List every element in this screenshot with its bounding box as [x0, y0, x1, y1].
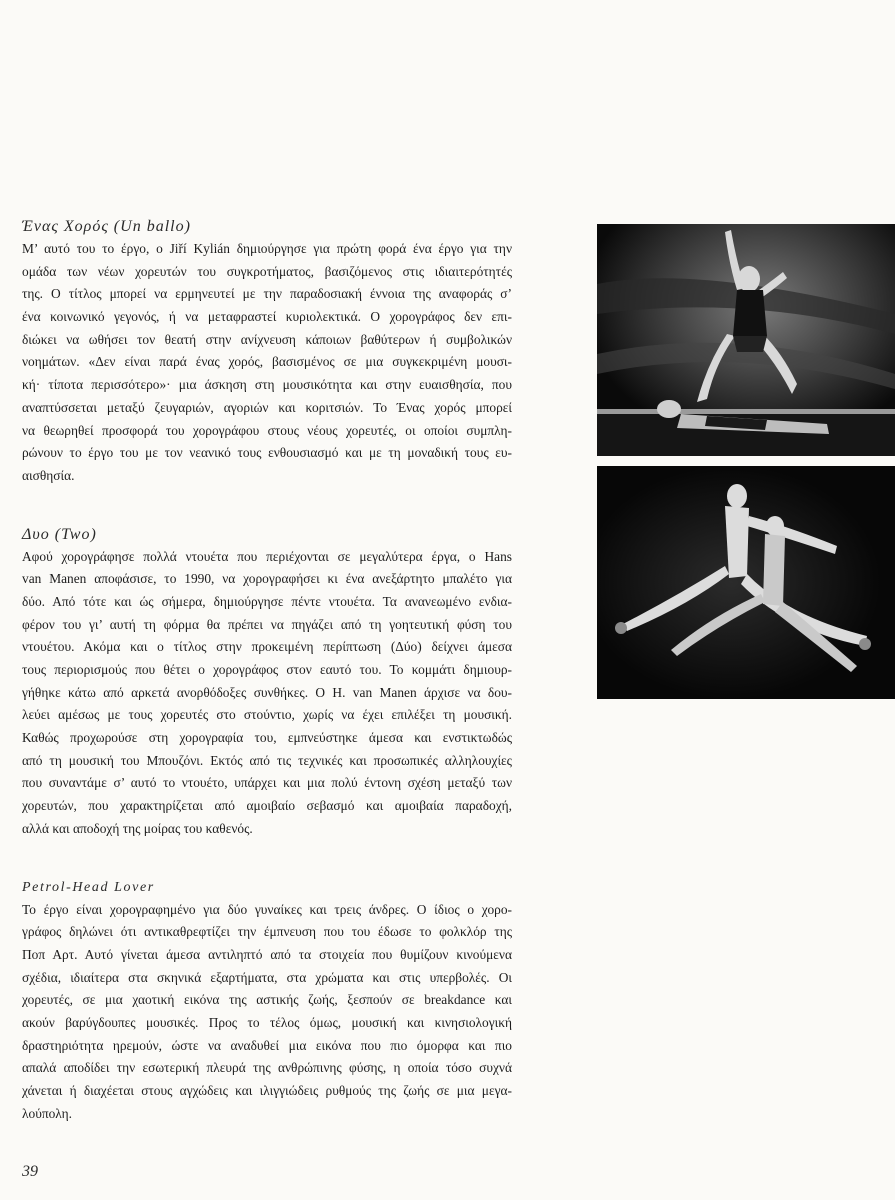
text-line: της. Ο τίτλος μπορεί να ερμηνευτεί με την παραδοσιακή έννοια της αναφοράς σ’ [22, 286, 512, 302]
section-body [22, 899, 512, 1126]
section-heading: Ένας Χορός (Un ballo) [22, 218, 191, 235]
text-line: λούπολη. [22, 1105, 72, 1121]
text-line: Αφού χορογράφησε πολλά ντουέτα που περιέχονται σε μεγαλύτερα έργα, ο Hans [22, 548, 512, 564]
text-line: Καθώς προχωρούσε στη χορογραφία του, εμπνεύστηκε άμεσα και ενστικτωδώς [22, 730, 512, 746]
text-line: αλλά και αποδοχή της μοίρας του καθενός. [22, 820, 253, 836]
text-line: από τη μουσική του Μπουζόνι. Εκτός από τις τεχνικές και προσωπικές αλληλουχίες [22, 752, 512, 768]
text-line: ακούν βαρύγδουπες μουσικές. Προς το τέλος όμως, μουσική και κινησιολογική [22, 1014, 512, 1030]
text-line: κή· τίποτα περισσότερο»· μια άσκηση στη μουσικότητα και στην ευαισθησία, που [22, 377, 512, 393]
page-number: 39 [22, 1163, 38, 1180]
text-line: γήθηκε κάτω από αρκετά ανορθόδοξες συνθήκες. Ο Η. van Manen άρχισε να δου- [22, 684, 512, 700]
text-line: φέρον του γι’ αυτή τη φόρμα θα πρέπει να πηγάζει από τη γοητευτική φύση του [22, 616, 512, 632]
text-line: van Manen αποφάσισε, το 1990, να χορογραφήσει κι ένα ανεξάρτητο μπαλέτο για [22, 571, 512, 587]
text-line: λεύει αμέσως με τους χορευτές στο στούντιο, χωρίς να έχει επιλέξει τη μουσική. [22, 707, 512, 723]
dancer-photo-two [597, 466, 895, 699]
text-line: ένα κοινωνικό γεγονός, ή να μεταφραστεί κυριολεκτικά. Ο χορογράφος δεν επι- [22, 309, 512, 325]
text-line: Ποπ Αρτ. Αυτό γίνεται άμεσα αντιληπτό από τα στοιχεία που θυμίζουν κινούμενα [22, 946, 512, 962]
text-line: απαλά αποδίδει την εσωτερική πλευρά της ανθρώπινης φύσης, η οποία τόσο συχνά [22, 1060, 512, 1076]
text-line: ομάδα των νέων χορευτών του συγκροτήματος, βασιζόμενος στις ιδιαιτερότητές [22, 263, 512, 279]
text-line: που συναντάμε σ’ αυτό το ντουέτο, υπάρχει και μια πολύ έντονη σχέση μεταξύ των [22, 775, 512, 791]
section-heading: Petrol-Head Lover [22, 879, 155, 895]
text-line: δραστηριότητα ηρεμούν, ώστε να αναδυθεί μια εικόνα που πιο όμορφα και πιο [22, 1037, 512, 1053]
dancer-photo-un-ballo [597, 224, 895, 456]
text-line: διώκει να ωθήσει τον θεατή στην ανίχνευση κάποιων βαθύτερων ή συμβολικών [22, 331, 512, 347]
section-petrol-head-lover [22, 877, 512, 1126]
section-body [22, 546, 512, 841]
text-line: Μ’ αυτό του το έργο, ο Jiří Kylián δημιούργησε για πρώτη φορά ένα έργο για την [22, 241, 512, 256]
text-line: χορευτών, που χαρακτηρίζεται από αμοιβαίο σεβασμό και αμοιβαία παραδοχή, [22, 798, 512, 814]
text-line: σχέδια, ιδιαίτερα στα σκηνικά εξαρτήματα, στα χρώματα και στις υπερβολές. Οι [22, 969, 512, 985]
text-line: δύο. Από τότε και ώς σήμερα, δημιούργησε πέντε ντουέτα. Τα ανανεωμένο ενδια- [22, 593, 512, 609]
text-line: γράφος δηλώνει ότι αντικαθρεφτίζει την έμπνευση που του έδωσε το φολκλόρ της [22, 924, 512, 940]
section-heading: Δυο (Two) [22, 525, 97, 543]
section-un-ballo [22, 216, 512, 488]
section-two [22, 524, 512, 841]
text-line: νοημάτων. «Δεν είναι παρά ένας χορός, βασισμένος σε μια συγκεκριμένη μουσι- [22, 354, 512, 370]
text-line: ρώνουν το έργο του με τον νεανικό τους ενθουσιασμό και με τη μοναδική τους ευ- [22, 445, 512, 461]
text-line: αισθησία. [22, 467, 75, 483]
text-line: αναπτύσσεται μεταξύ ζευγαριών, αγοριών και κοριτσιών. Το Ένας χορός μπορεί [22, 399, 512, 415]
text-line: να θεωρηθεί προσφορά του χορογράφου στους νέους χορευτές, οι οποίοι συμπλη- [22, 422, 512, 438]
section-body [22, 238, 512, 488]
text-line: χορευτές, σε μια χαοτική εικόνα της αστικής ζωής, ξεσπούν σε breakdance και [22, 992, 512, 1008]
text-column [22, 216, 512, 1125]
text-line: Το έργο είναι χορογραφημένο για δύο γυναίκες και τρεις άνδρες. Ο ίδιος ο χορο- [22, 901, 512, 917]
text-line: ντουέτου. Ακόμα και ο τίτλος στην προκειμένη περίπτωση (Δύο) δείχνει άμεσα [22, 639, 512, 655]
text-line: τους περιορισμούς που θέτει ο χορογράφος στον εαυτό του. Το κομμάτι δημιουρ- [22, 662, 512, 677]
text-line: χάνεται ή διαχέεται στους αγχώδεις και ιλιγγιώδεις ρυθμούς της ζωής σε μια μεγα- [22, 1083, 512, 1098]
